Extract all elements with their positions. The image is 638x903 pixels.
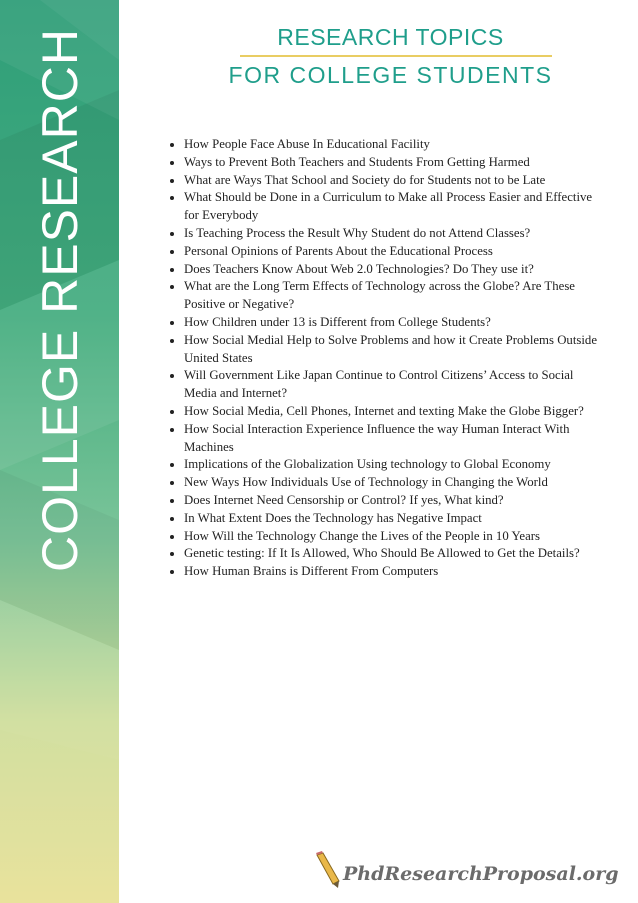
page-heading [119, 24, 638, 89]
topic-item: • Genetic testing: If It Is Allowed, Who Should Be Allowed to Get the Details? [184, 545, 608, 563]
topic-item: • New Ways How Individuals Use of Technology in Changing the World [184, 474, 608, 492]
sidebar-banner [0, 0, 119, 903]
topic-item: • Does Internet Need Censorship or Control? If yes, What kind? [184, 492, 608, 510]
topic-item: • Will Government Like Japan Continue to Control Citizens’ Access to Social Media and Internet? [184, 367, 608, 403]
pencil-icon [313, 851, 343, 889]
topic-item: • What are Ways That School and Society do for Students not to be Late [184, 172, 608, 190]
heading-divider [240, 55, 552, 57]
heading-title: RESEARCH TOPICS [277, 24, 504, 50]
topic-item: • How Human Brains is Different From Computers [184, 563, 608, 581]
topic-item: • In What Extent Does the Technology has Negative Impact [184, 510, 608, 528]
topic-item: • How People Face Abuse In Educational Facility [184, 136, 608, 154]
topic-item: • Implications of the Globalization Using technology to Global Economy [184, 456, 608, 474]
topic-item: • How Social Media, Cell Phones, Internet and texting Make the Globe Bigger? [184, 403, 608, 421]
sidebar-title: COLLEGE RESEARCH [32, 28, 88, 572]
topic-item: • Ways to Prevent Both Teachers and Students From Getting Harmed [184, 154, 608, 172]
topic-item: • Does Teachers Know About Web 2.0 Technologies? Do They use it? [184, 261, 608, 279]
logo-text: PhdResearchProposal.org [343, 863, 619, 885]
topic-item: • What Should be Done in a Curriculum to Make all Process Easier and Effective for Everybody [184, 189, 608, 225]
topic-item: • How Social Medial Help to Solve Problems and how it Create Problems Outside United States [184, 332, 608, 368]
topic-item: • Personal Opinions of Parents About the Educational Process [184, 243, 608, 261]
topic-item: • How Children under 13 is Different from College Students? [184, 314, 608, 332]
topic-item: • How Will the Technology Change the Lives of the People in 10 Years [184, 528, 608, 546]
site-logo [313, 847, 619, 897]
topic-item: • What are the Long Term Effects of Technology across the Globe? Are These Positive or Negative? [184, 278, 608, 314]
heading-subtitle: FOR COLLEGE STUDENTS [228, 62, 553, 88]
topic-item: • Is Teaching Process the Result Why Student do not Attend Classes? [184, 225, 608, 243]
topic-item: • How Social Interaction Experience Influence the way Human Interact With Machines [184, 421, 608, 457]
topics-list [165, 136, 608, 581]
